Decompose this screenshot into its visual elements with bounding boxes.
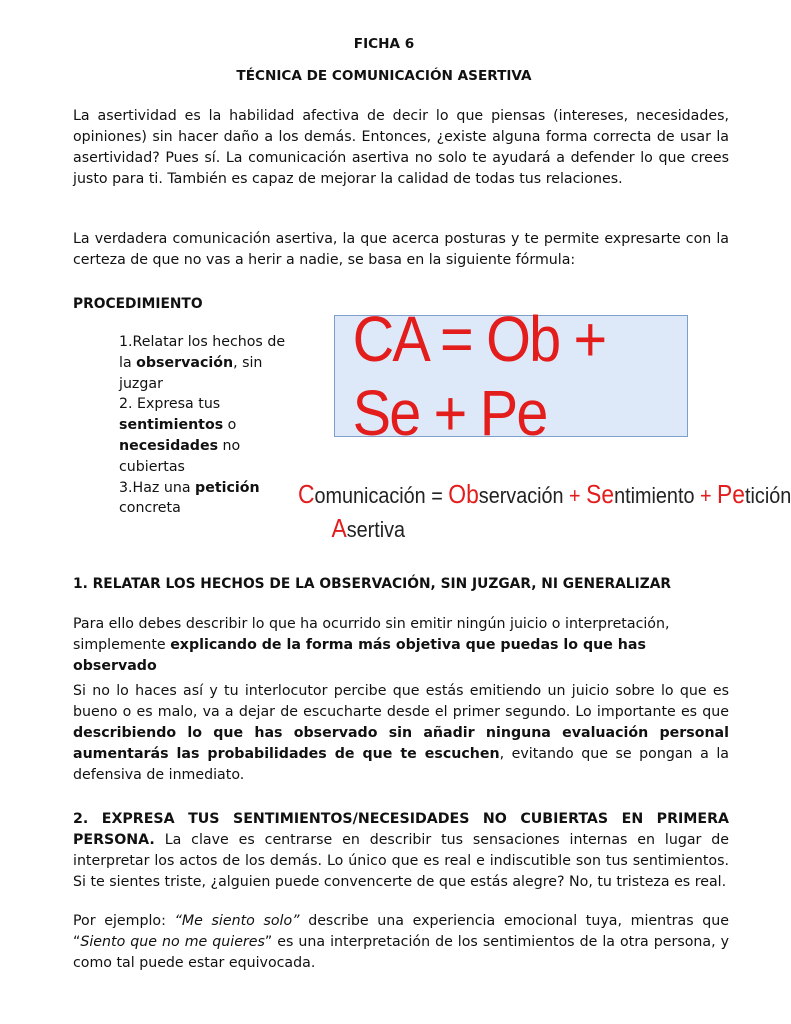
- formula-text: CA = Ob + Se + Pe: [352, 303, 606, 449]
- section-1-heading: 1. RELATAR LOS HECHOS DE LA OBSERVACIÓN, SIN JUZGAR, NI GENERALIZAR: [73, 576, 672, 592]
- formula-legend: [298, 478, 791, 546]
- legend-line-2: Asertiva: [331, 513, 406, 543]
- formula-figure: [294, 296, 791, 558]
- section-2-paragraph-2: Por ejemplo: “Me siento solo” describe una experiencia emocional tuya, mientras que “Siento que no me quieres” es una interpretación de los sentimientos de la otra persona, y como tal puede estar equivocada.: [73, 913, 729, 971]
- procedure-heading: PROCEDIMIENTO: [73, 296, 203, 312]
- step-1: 1.Relatar los hechos de la observación, sin juzgar: [119, 334, 286, 392]
- intro-paragraph-2: La verdadera comunicación asertiva, la que acerca posturas y te permite expresarte con la certeza de que no vas a herir a nadie, se basa en la siguiente fórmula:: [73, 231, 729, 268]
- formula-box: [334, 303, 688, 449]
- section-2-heading: 2. EXPRESA TUS SENTIMIENTOS/NECESIDADES NO CUBIERTAS EN PRIMERA PERSONA.: [73, 811, 729, 848]
- section-1-paragraph-2: Si no lo haces así y tu interlocutor percibe que estás emitiendo un juicio sobre lo que es bueno o es malo, va a dejar de escucharte desde el primer segundo. Lo importante es que describiendo lo que has observado sin añadir ninguna evaluación personal aumentarás las probabilidades de que te escuchen, evitando que se pongan a la defensiva de inmediato.: [73, 683, 729, 783]
- section-2-paragraph-1: 2. EXPRESA TUS SENTIMIENTOS/NECESIDADES NO CUBIERTAS EN PRIMERA PERSONA. La clave es centrarse en describir tus sensaciones internas en lugar de interpretar los actos de los demás. Lo único que es real e indiscutible son tus sentimientos. Si te sientes triste, ¿alguien puede convencerte de que estás alegre? No, tu tristeza es real.: [73, 811, 729, 890]
- step-2: 2. Expresa tus sentimientos o necesidades no cubiertas: [119, 396, 241, 475]
- procedure-steps: [119, 332, 294, 519]
- intro-paragraph-1: La asertividad es la habilidad afectiva de decir lo que piensas (intereses, necesidades, opiniones) sin hacer daño a los demás. Entonces, ¿existe alguna forma correcta de usar la asertividad? Pues sí. La comunicación asertiva no solo te ayudará a defender lo que crees justo para ti. También es capaz de mejorar la calidad de todas tus relaciones.: [73, 108, 729, 187]
- page-title: TÉCNICA DE COMUNICACIÓN ASERTIVA: [236, 68, 532, 84]
- ficha-label: FICHA 6: [353, 36, 415, 52]
- step-3: 3.Haz una petición concreta: [119, 479, 260, 517]
- legend-line-1: Comunicación = Observación + Sentimiento + Petición: [298, 479, 791, 509]
- section-1-paragraph-1: Para ello debes describir lo que ha ocurrido sin emitir ningún juicio o interpretación, simplemente explicando de la forma más objetiva que puedas lo que has observado: [73, 616, 670, 674]
